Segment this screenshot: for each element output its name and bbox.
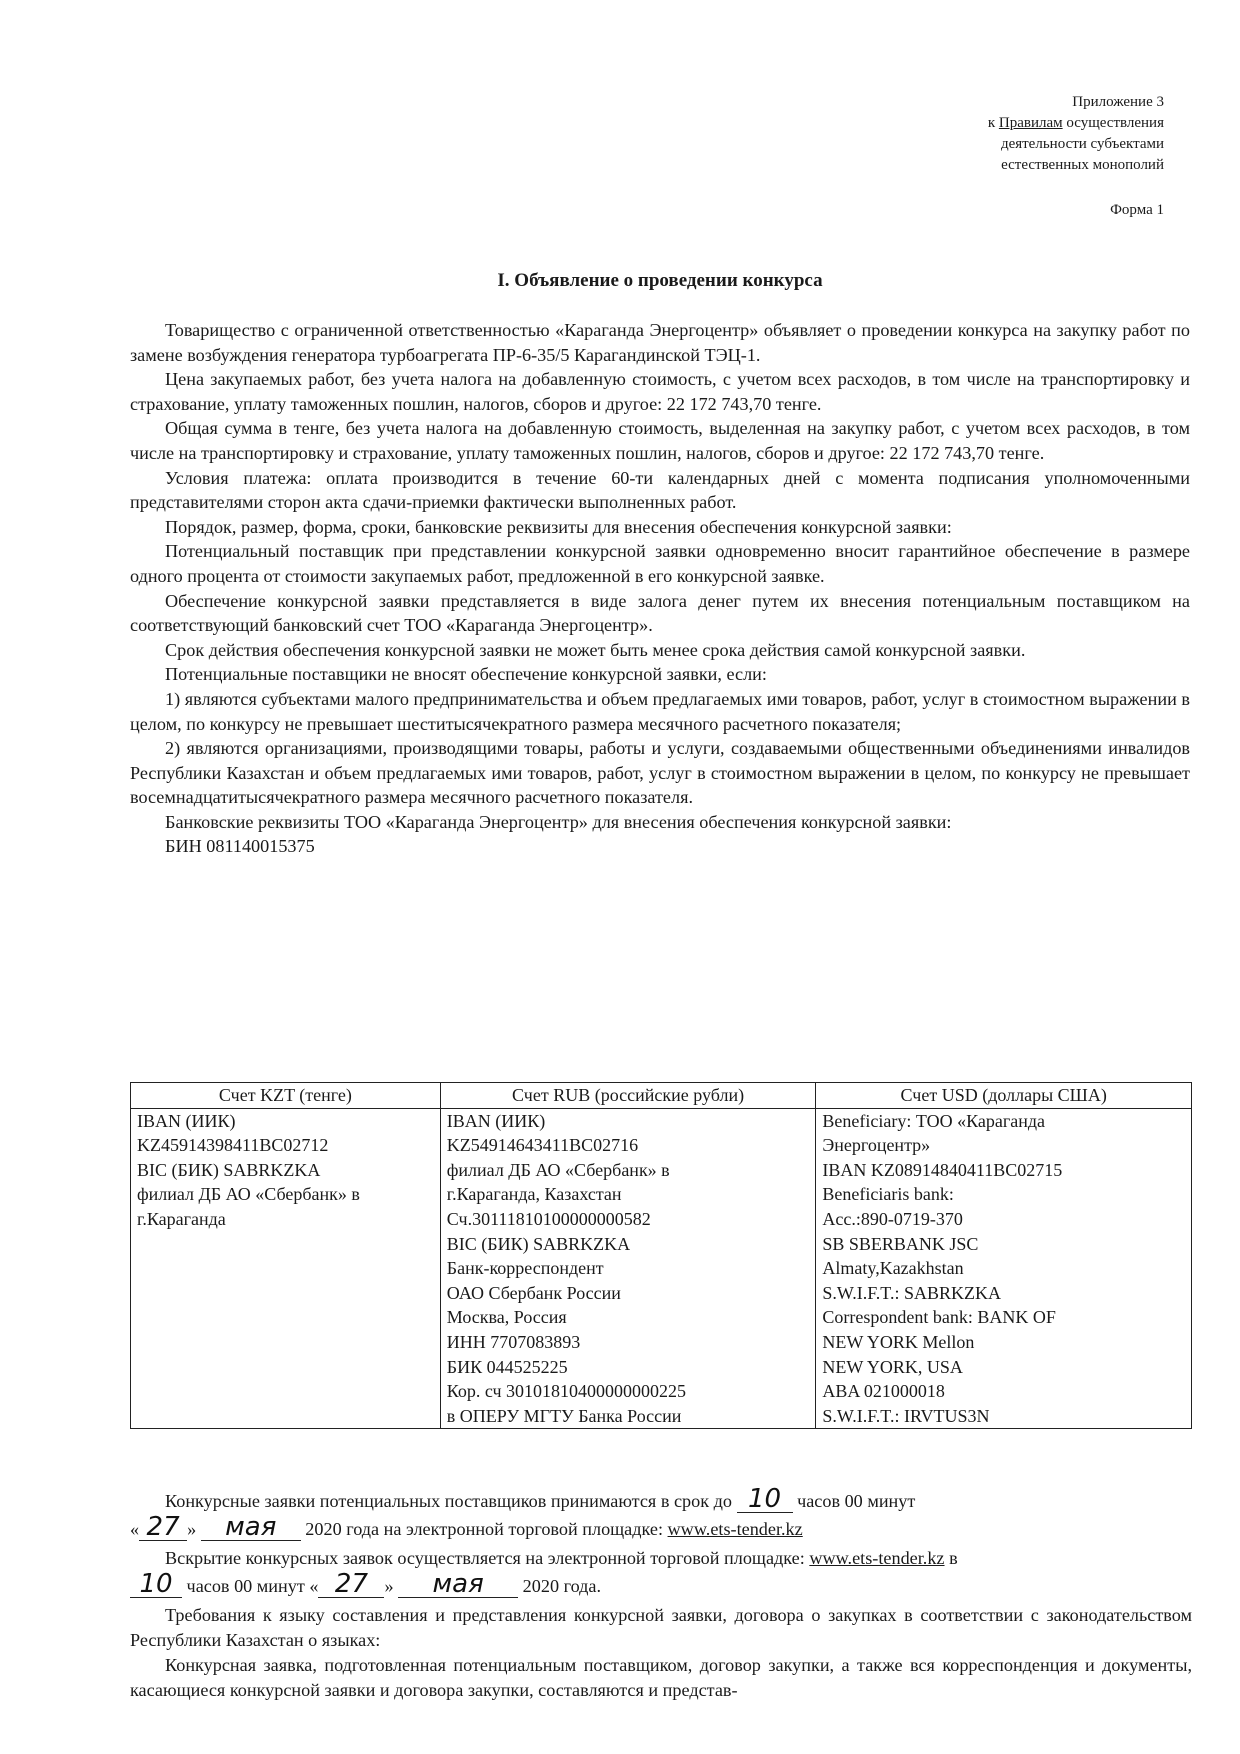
usd-line: S.W.I.F.T.: SABRKZKA — [822, 1282, 1001, 1303]
kzt-account-cell — [131, 1108, 441, 1429]
usd-account-cell — [816, 1108, 1192, 1429]
rub-line: Банк-корреспондент — [446, 1258, 604, 1279]
table-header-row — [131, 1083, 1192, 1109]
column-header-rub: Счет RUB (российские рубли) — [440, 1083, 816, 1109]
usd-line: Beneficiaris bank: — [822, 1184, 954, 1205]
kzt-line: филиал ДБ АО «Сбербанк» в — [137, 1184, 360, 1205]
rub-line: IBAN (ИИК) — [446, 1110, 546, 1131]
usd-line: IBAN KZ08914840411BC02715 — [822, 1159, 1063, 1180]
handwritten-hour: 10 — [737, 1486, 793, 1513]
handwritten-month: мая — [398, 1571, 518, 1598]
column-header-kzt: Счет KZT (тенге) — [131, 1083, 441, 1109]
announcement-body — [130, 318, 1190, 859]
kzt-line: BIC (БИК) SABRKZKA — [137, 1159, 321, 1180]
usd-line: SB SBERBANK JSC — [822, 1233, 979, 1254]
rub-line: в ОПЕРУ МГТУ Банка России — [446, 1405, 682, 1426]
usd-line: Correspondent bank: BANK OF — [822, 1307, 1056, 1328]
rub-line: BIC (БИК) SABRKZKA — [446, 1233, 631, 1254]
kzt-line: IBAN (ИИК) — [137, 1110, 236, 1131]
annex-header — [988, 92, 1164, 176]
kzt-line: г.Караганда — [137, 1208, 226, 1229]
document-title: I. Объявление о проведении конкурса — [497, 270, 823, 291]
paragraph: Порядок, размер, форма, сроки, банковские реквизиты для внесения обеспечения конкурсной заявки: — [165, 516, 952, 537]
annex-line-4: естественных монополий — [1001, 157, 1164, 173]
paragraph: Потенциальный поставщик при представлении конкурсной заявки одновременно вносит гарантийное обеспечение в размере одного процента от стоимости закупаемых работ, предложенной в его конкурсной заявке. — [130, 541, 1190, 586]
ets-tender-link[interactable]: www.ets-tender.kz — [667, 1519, 803, 1539]
usd-line: Acc.:890-0719-370 — [822, 1208, 963, 1229]
submission-deadline: Конкурсные заявки потенциальных поставщиков принимаются в срок до 10 часов 00 минут « 27 » мая 2020 года на электронной торговой площадке: www.ets-tender.kz — [130, 1484, 916, 1542]
deadline-section — [130, 1486, 1192, 1703]
handwritten-hour: 10 — [130, 1571, 182, 1598]
usd-line: NEW YORK, USA — [822, 1356, 963, 1377]
usd-line: Энергоцентр» — [822, 1135, 931, 1156]
annex-rules-line: к Правилам осуществления — [987, 115, 1164, 131]
paragraph: Конкурсная заявка, подготовленная потенциальным поставщиком, договор закупки, а также вся корреспонденция и документы, касающиеся конкурсной заявки и договора закупки, составляются и представ- — [130, 1655, 1192, 1700]
rub-line: г.Караганда, Казахстан — [446, 1184, 622, 1205]
rub-line: KZ54914643411BC02716 — [446, 1135, 639, 1156]
paragraph: Банковские реквизиты ТОО «Караганда Энергоцентр» для внесения обеспечения конкурсной заявки: — [165, 811, 952, 832]
handwritten-day: 27 — [139, 1514, 187, 1541]
paragraph: Цена закупаемых работ, без учета налога на добавленную стоимость, с учетом всех расходов, в том числе на транспортировку и страхование, уплату таможенных пошлин, налогов, сборов и другое: 22 172 743,70 тенге. — [130, 369, 1190, 414]
annex-number: Приложение 3 — [1072, 94, 1164, 110]
annex-line-3: деятельности субъектами — [1000, 136, 1164, 152]
paragraph: Потенциальные поставщики не вносят обеспечение конкурсной заявки, если: — [165, 664, 767, 685]
rub-line: Москва, Россия — [446, 1307, 567, 1328]
usd-line: Almaty,Kazakhstan — [822, 1258, 964, 1279]
column-header-usd: Счет USD (доллары США) — [816, 1083, 1192, 1109]
rub-line: Кор. сч 30101810400000000225 — [446, 1381, 687, 1402]
rub-line: ИНН 7707083893 — [446, 1331, 581, 1352]
language-requirements: Требования к языку составления и представления конкурсной заявки, договора о закупках в соответствии с законодательством Республики Казахстан о языках: — [130, 1605, 1192, 1650]
paragraph: Условия платежа: оплата производится в течение 60-ти календарных дней с момента подписания уполномоченными представителями сторон акта сдачи-приемки фактически выполненных работ. — [130, 467, 1190, 513]
rub-line: БИК 044525225 — [446, 1356, 568, 1377]
usd-line: S.W.I.F.T.: IRVTUS3N — [822, 1405, 990, 1426]
paragraph: 1) являются субъектами малого предпринимательства и объем предлагаемых ими товаров, работ, услуг в стоимостном выражении в целом, по конкурсу не превышает шеститысячекратного размера месячного расчетного показателя; — [130, 688, 1190, 734]
usd-line: NEW YORK Mellon — [822, 1331, 975, 1352]
paragraph: Товарищество с ограниченной ответственностью «Караганда Энергоцентр» объявляет о проведении конкурса на закупку работ по замене возбуждения генератора турбоагрегата ПР-6-35/5 Карагандинской ТЭЦ-1. — [130, 320, 1190, 365]
rub-line: Сч.30111810100000000582 — [446, 1208, 651, 1229]
paragraph: Общая сумма в тенге, без учета налога на добавленную стоимость, выделенная на закупку работ, с учетом всех расходов, в том числе на транспортировку и страхование, уплату таможенных пошлин, налогов, сборов и другое: 22 172 743,70 тенге. — [130, 418, 1190, 463]
handwritten-month: мая — [201, 1514, 301, 1541]
ets-tender-link[interactable]: www.ets-tender.kz — [809, 1548, 945, 1568]
paragraph: Обеспечение конкурсной заявки представляется в виде залога денег путем их внесения потенциальным поставщиком на соответствующий банковский счет ТОО «Караганда Энергоцентр». — [130, 590, 1190, 636]
bank-details-table — [130, 1082, 1192, 1429]
table-row — [131, 1108, 1192, 1429]
usd-line: Beneficiary: ТОО «Караганда — [822, 1110, 1045, 1131]
form-label: Форма 1 — [1110, 202, 1164, 218]
usd-line: ABA 021000018 — [822, 1381, 945, 1402]
rub-line: филиал ДБ АО «Сбербанк» в — [446, 1159, 670, 1180]
paragraph: Срок действия обеспечения конкурсной заявки не может быть менее срока действия самой конкурсной заявки. — [165, 639, 1026, 660]
bin-number: БИН 081140015375 — [165, 836, 315, 857]
paragraph: 2) являются организациями, производящими товары, работы и услуги, создаваемыми общественными объединениями инвалидов Республики Казахстан и объем предлагаемых ими товаров, работ, услуг в стоимостном выражении в целом, по конкурсу не превышает восемнадцатитысячекратного размера месячного расчетного показателя. — [130, 738, 1190, 808]
rub-account-cell — [440, 1108, 816, 1429]
rub-line: ОАО Сбербанк России — [446, 1282, 621, 1303]
kzt-line: KZ45914398411BC02712 — [137, 1135, 329, 1156]
opening-info: Вскрытие конкурсных заявок осуществляется на электронной торговой площадке: www.ets-tender.kz в 10 часов 00 минут « 27 » мая 2020 года. — [130, 1546, 1192, 1599]
rules-link[interactable]: Правилам — [998, 115, 1063, 131]
handwritten-day: 27 — [318, 1571, 384, 1598]
